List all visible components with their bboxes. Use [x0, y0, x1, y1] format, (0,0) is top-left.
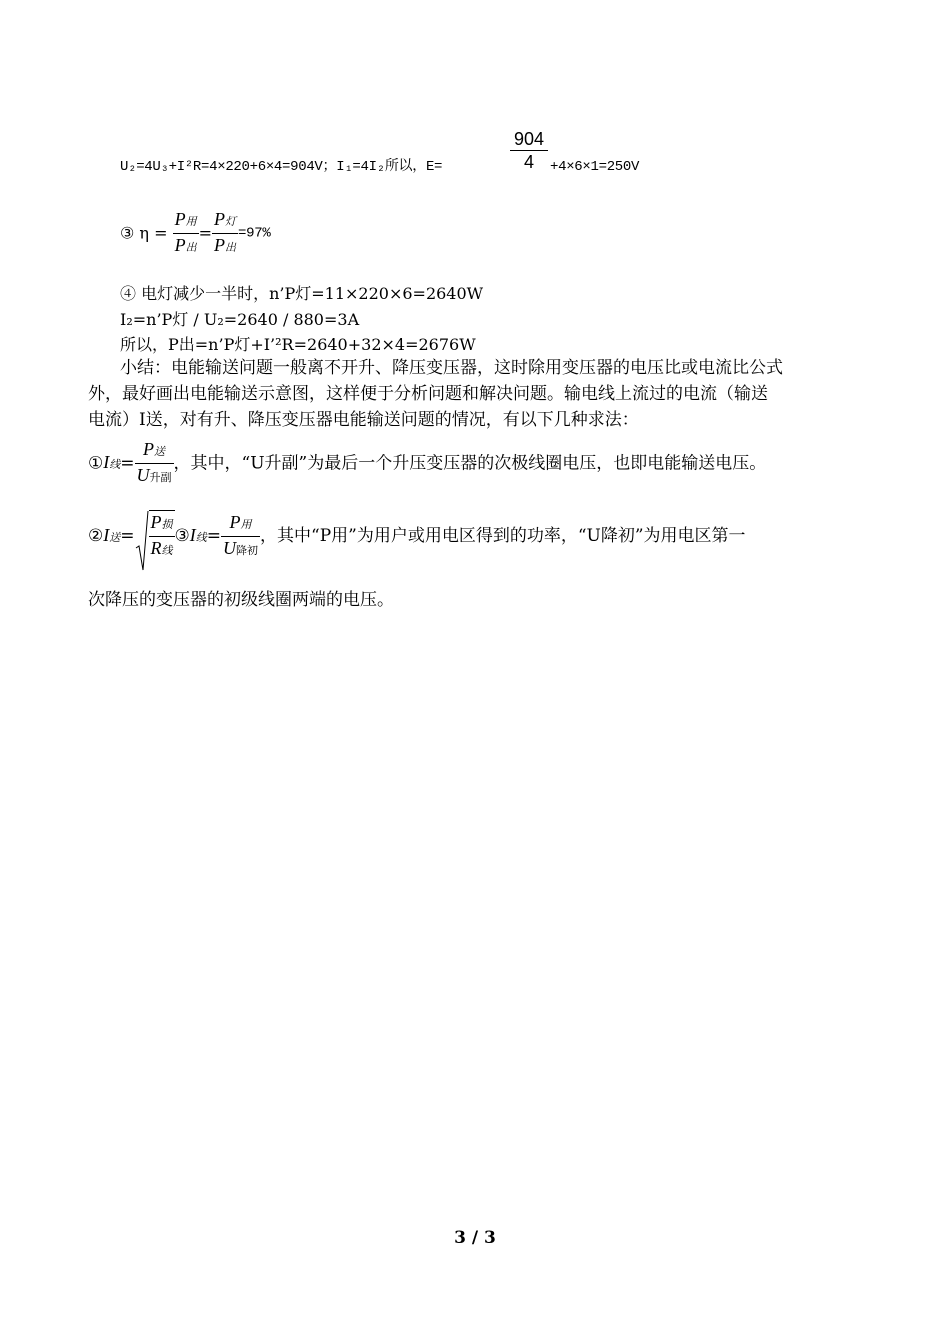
method-2-index: ②	[88, 526, 104, 546]
fraction-p-loss-over-r-line: $\frac{\text{P损}}{\text{R线}}$	[150, 512, 173, 558]
line-lamps-halved: ④ 电灯减少一半时，n’P灯=11×220×6=2640W	[120, 284, 484, 303]
fraction-numerator: 904	[510, 128, 548, 151]
fraction-904-over-4	[510, 128, 548, 173]
method-3-text: ，其中“P用”为用户或用电区得到的功率，“U降初”为用电区第一	[260, 526, 746, 546]
efficiency-line: ③ η = $\frac{\text{P用}}{\text{P出}}$ = $\frac{\text{P灯}}{\text{P出}}$ =97%	[120, 208, 270, 259]
method-1-text: ，其中，“U升副”为最后一个升压变压器的次极线圈电压，也即电能输送电压。	[173, 453, 767, 474]
method-2-3-line: ②I送= $\frac{\text{P损}}{\text{R线}}$ ③I线= $\frac{\text{P用}}{\text{U降初}}$ ，其中“P用”为用户或用电区得到的功率，“U降初”为用电区第一	[88, 510, 746, 562]
fraction-p-use-over-u-step-down: $\frac{\text{P用}}{\text{U降初}}$	[223, 511, 258, 558]
summary-line-1: 小结：电能输送问题一般离不开升、降压变压器，这时除用变压器的电压比或电流比公式	[120, 358, 783, 378]
fraction-denominator: 4	[524, 152, 535, 172]
fraction-p-use-over-p-out: $\frac{\text{P用}}{\text{P出}}$	[174, 209, 197, 255]
square-root-expression	[135, 510, 175, 562]
formula-text: U₂=4U₃+I²R=4×220+6×4=904V；I₁=4I₂所以，E=	[120, 159, 443, 175]
summary-line-2: 外，最好画出电能输送示意图，这样便于分析问题和解决问题。输电线上流过的电流（输送	[88, 384, 768, 404]
method-3-index: ③	[174, 526, 190, 546]
formula-line-1	[120, 157, 442, 177]
line-current-i2: I₂=n’P灯 / U₂=2640 / 880=3A	[120, 310, 360, 329]
summary-line-3: 电流）I送，对有升、降压变压器电能输送问题的情况，有以下几种求法：	[88, 410, 639, 430]
line-p-out: 所以，P出=n’P灯+I’²R=2640+32×4=2676W	[120, 335, 476, 354]
method-3-text-cont: 次降压的变压器的初级线圈两端的电压。	[88, 590, 394, 610]
method-1-index: ①	[88, 453, 104, 474]
eta-prefix: ③ η =	[120, 223, 168, 243]
formula-tail: +4×6×1=250V	[550, 159, 640, 175]
fraction-p-lamp-over-p-out: $\frac{\text{P灯}}{\text{P出}}$	[214, 209, 237, 255]
method-1-line: ①I线= $\frac{\text{P送}}{\text{U升副}}$ ，其中，“U升副”为最后一个升压变压器的次极线圈电压，也即电能输送电压。	[88, 438, 766, 489]
eta-result: =97%	[238, 225, 271, 242]
page-number: 3 / 3	[454, 1228, 496, 1248]
fraction-p-send-over-u-step-up: $\frac{\text{P送}}{\text{U升副}}$	[136, 439, 172, 485]
